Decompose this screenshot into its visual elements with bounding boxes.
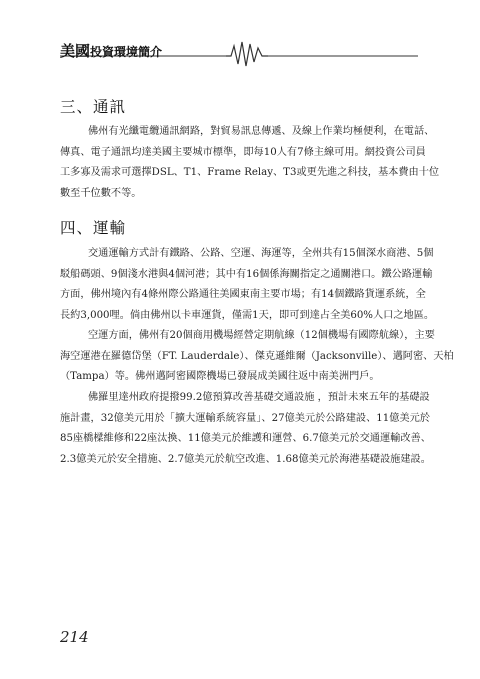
paragraph-line: 方面，佛州境內有4條州際公路通往美國東南主要市場；有14個鐵路貨運系統，全 <box>60 289 426 300</box>
paragraph-line: 佛州有光纖電纜通訊網路，對貿易訊息傳遞、及線上作業均極便利，在電話、 <box>88 126 435 137</box>
header-title-small: 投資環境簡介 <box>90 45 163 59</box>
paragraph-line: 長約3,000哩。倘由佛州以卡車運貨，僅需1天，即可到達占全美60%人口之地區。 <box>60 309 435 321</box>
header-title-big: 美國 <box>60 42 91 60</box>
paragraph-line: 傳真、電子通訊均達美國主要城市標準，即每10人有7條主線可用。網投資公司員 <box>60 146 426 158</box>
section-title-communications: 三、通訊 <box>60 98 127 116</box>
paragraph <box>60 388 431 470</box>
paragraph-line: （Tampa）等。佛州邁阿密國際機場已發展成美國往返中南美洲門戶。 <box>60 371 380 382</box>
paragraph-line: 海空運港在羅德岱堡（FT. Lauderdale）、傑克遜維爾（Jacksonville）、邁阿密、天柏 <box>60 350 454 362</box>
header-title <box>60 40 162 61</box>
paragraph <box>60 244 435 326</box>
paragraph-line: 數至千位數不等。 <box>60 187 142 199</box>
paragraph-line: 交通運輸方式計有鐵路、公路、空運、海運等，全州共有15個深水商港、5個 <box>88 248 434 259</box>
paragraph-line: 2.3億美元於安全措施、2.7億美元於航空改進、1.68億美元於海港基礎設施建設。 <box>60 453 431 465</box>
section-title-transportation: 四、運輸 <box>60 219 127 237</box>
paragraph-line: 佛羅里達州政府提撥99.2億預算改善基礎交通設施 ，預計未來五年的基礎設 <box>88 392 430 403</box>
paragraph <box>60 326 454 388</box>
paragraph <box>60 122 440 204</box>
paragraph-line: 85座橋樑維修和22座汰換、11億美元於維護和運營、6.7億美元於交通運輸改善、 <box>60 433 431 444</box>
page-header <box>0 0 480 80</box>
paragraph-line: 駁船碼頭、9個淺水港與4個河港；其中有16個係海關指定之通關港口。鐵公路運輸 <box>60 268 433 280</box>
page-number: 214 <box>60 628 89 646</box>
paragraph-line: 工多寡及需求可選擇DSL、T1、Frame Relay、T3或更先進之科技，基本費由十位 <box>60 167 440 178</box>
paragraph-line: 施計畫，32億美元用於「擴大運輸系統容量」、27億美元於公路建設、11億美元於 <box>60 412 430 424</box>
paragraph-line: 空運方面，佛州有20個商用機場經營定期航線（12個機場有國際航線），主要 <box>88 330 435 341</box>
